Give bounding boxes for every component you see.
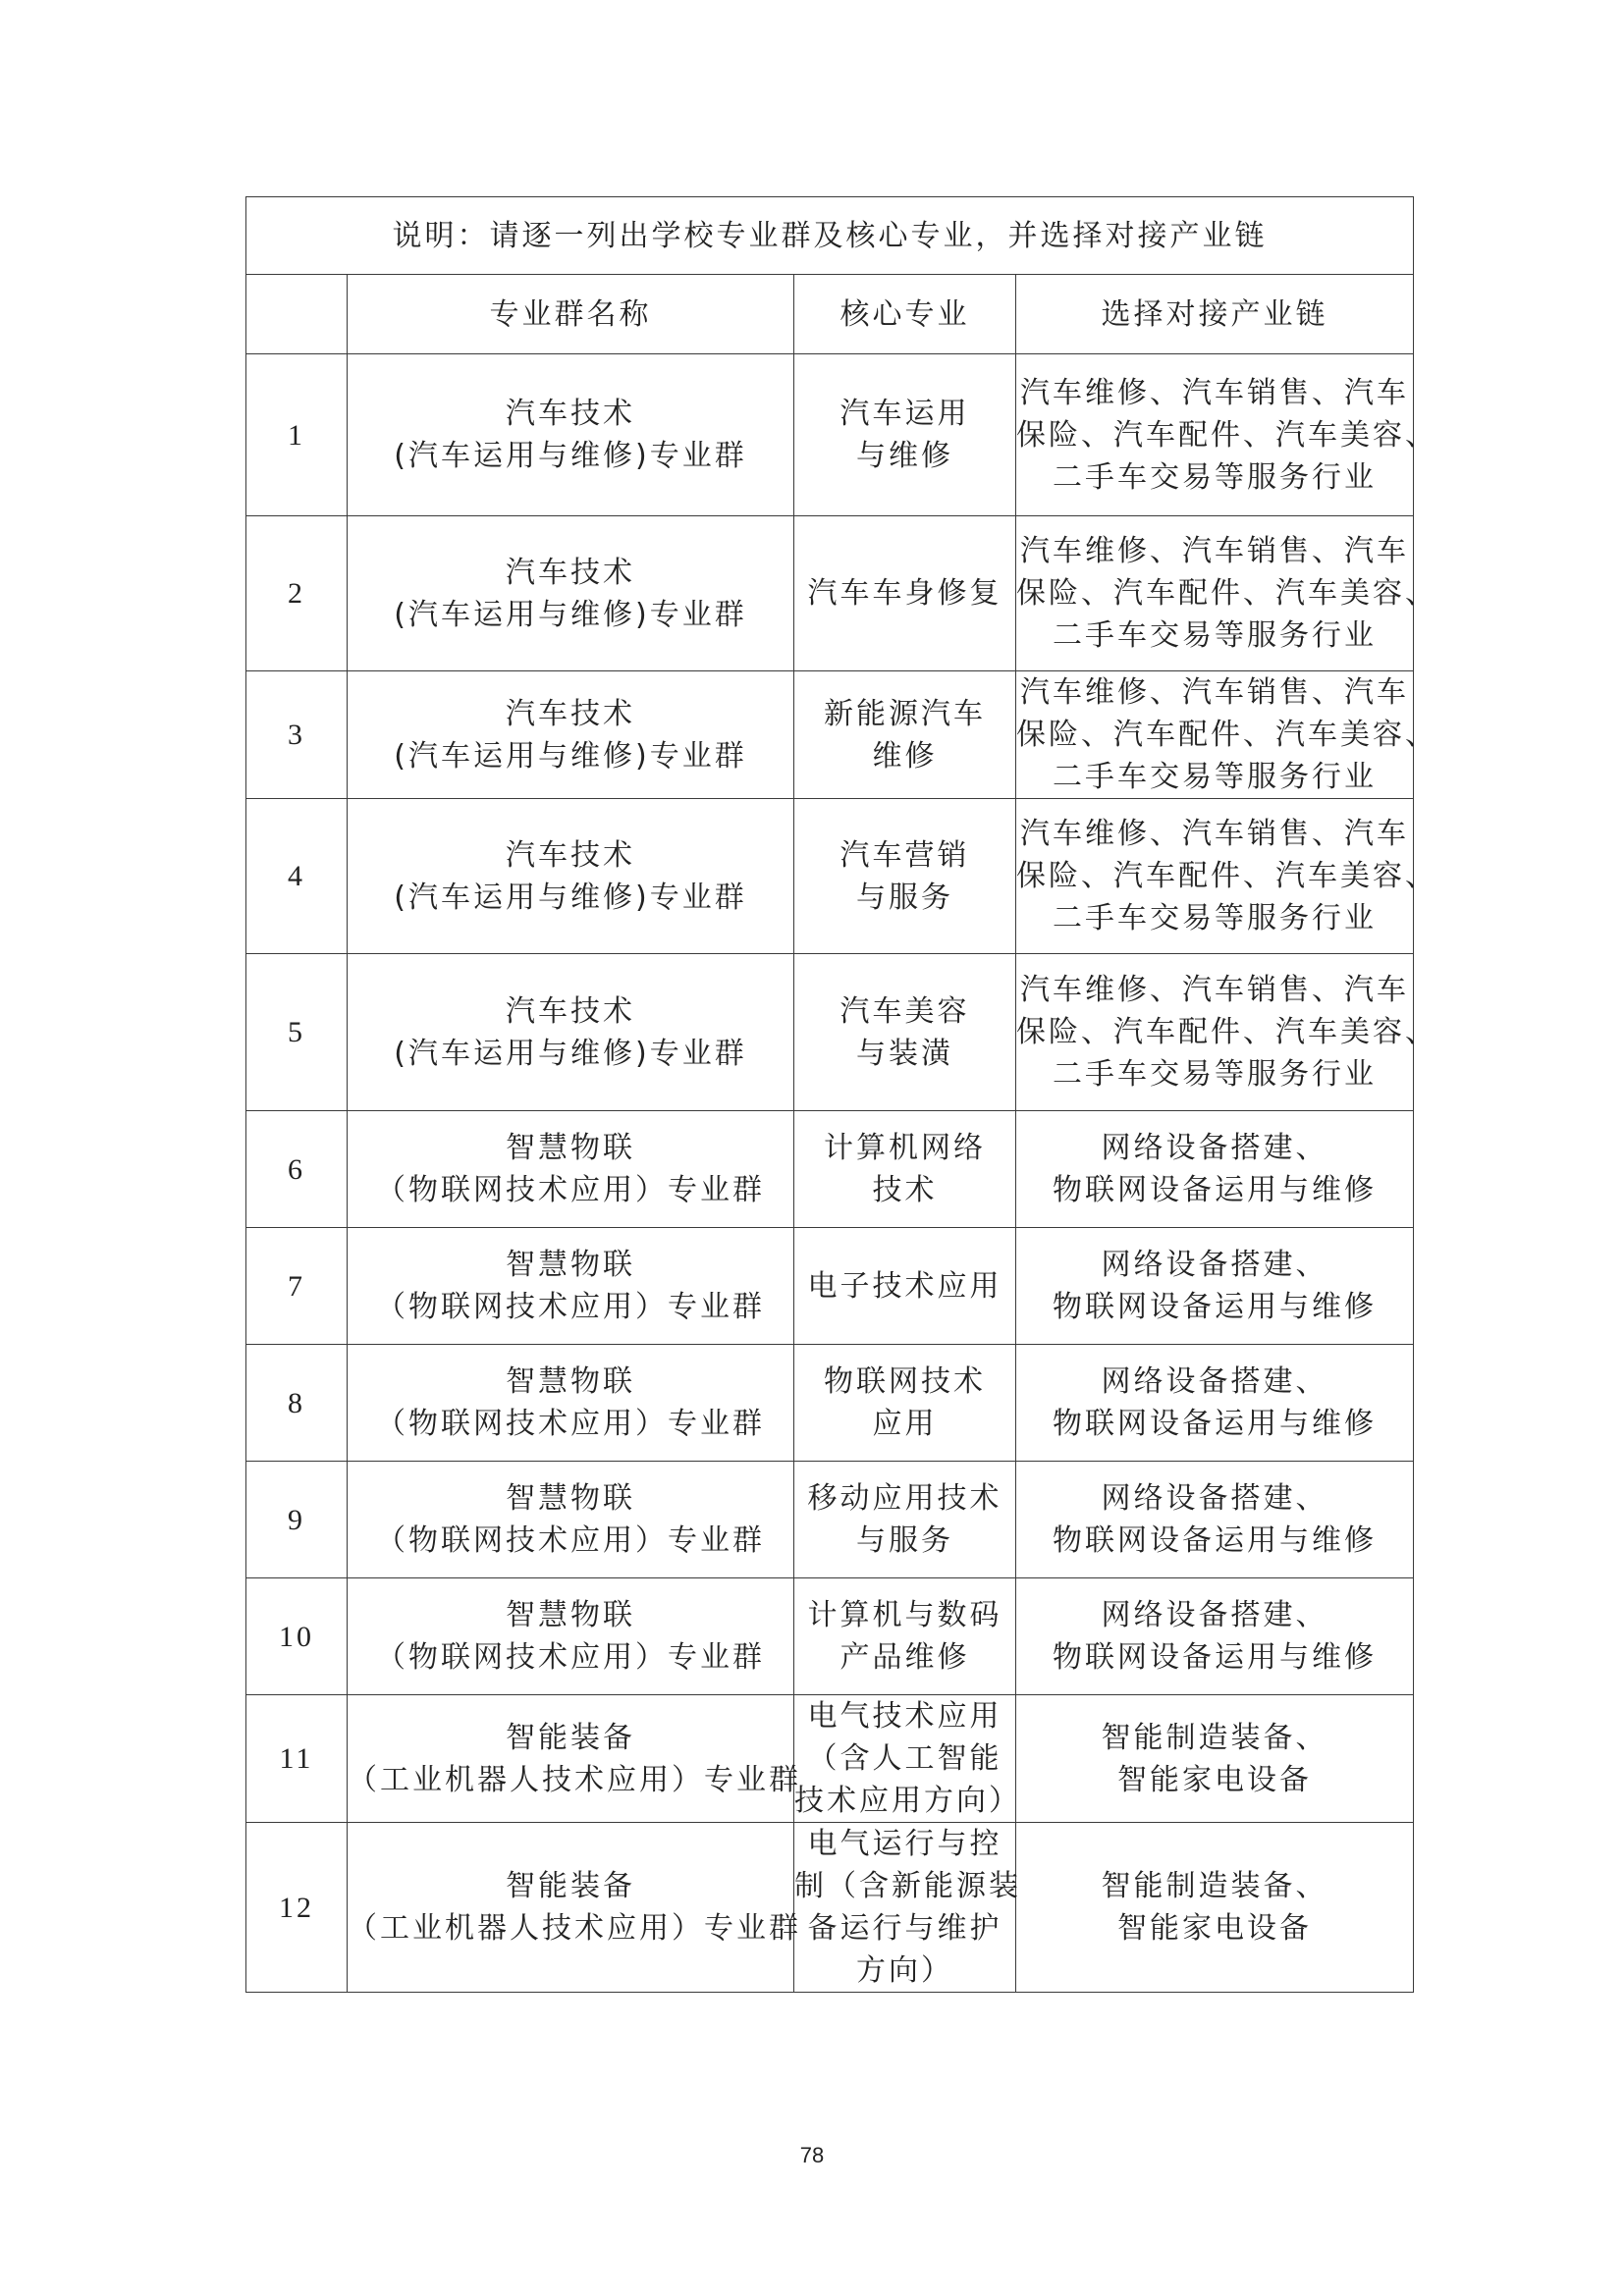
table-row bbox=[246, 671, 1414, 799]
table-row bbox=[246, 1695, 1414, 1823]
header-row bbox=[246, 275, 1414, 354]
industry-chain-line: 保险、汽车配件、汽车美容、 bbox=[1016, 718, 1437, 752]
group-name-line: （工业机器人技术应用）专业群 bbox=[348, 1911, 801, 1946]
industry-chain-cell bbox=[1016, 1462, 1414, 1578]
group-name-line: （物联网技术应用）专业群 bbox=[376, 1523, 765, 1558]
core-major-line: 物联网技术 bbox=[824, 1364, 986, 1399]
core-major-line: 与服务 bbox=[856, 1523, 953, 1558]
core-major-cell bbox=[794, 1111, 1016, 1228]
group-name-line: (汽车运用与维修)专业群 bbox=[394, 880, 747, 915]
group-name-cell bbox=[348, 1462, 794, 1578]
core-major-line: 与装潢 bbox=[856, 1036, 953, 1071]
row-number: 8 bbox=[246, 1345, 348, 1462]
industry-chain-line: 汽车维修、汽车销售、汽车 bbox=[1020, 534, 1409, 568]
group-name-cell bbox=[348, 954, 794, 1111]
industry-chain-line: 智能家电设备 bbox=[1117, 1762, 1312, 1797]
group-name-line: 智能装备 bbox=[506, 1720, 635, 1755]
industry-chain-line: 二手车交易等服务行业 bbox=[1053, 459, 1377, 495]
industry-chain-line: 二手车交易等服务行业 bbox=[1053, 1057, 1377, 1092]
industry-chain-line: 汽车维修、汽车销售、汽车 bbox=[1020, 973, 1409, 1007]
group-name-line: （物联网技术应用）专业群 bbox=[376, 1290, 765, 1324]
industry-chain-line: 物联网设备运用与维修 bbox=[1053, 1640, 1377, 1675]
industry-chain-line: 二手车交易等服务行业 bbox=[1053, 618, 1377, 653]
industry-chain-cell bbox=[1016, 516, 1437, 671]
core-major-cell bbox=[794, 1462, 1016, 1578]
table-row bbox=[246, 954, 1414, 1111]
header-index bbox=[246, 275, 348, 354]
industry-chain-line: 网络设备搭建、 bbox=[1101, 1131, 1328, 1165]
industry-chain-cell bbox=[1016, 1695, 1414, 1823]
row-number: 9 bbox=[246, 1462, 348, 1578]
header-group-name: 专业群名称 bbox=[348, 275, 794, 354]
row-number: 1 bbox=[246, 354, 348, 516]
industry-chain-line: 物联网设备运用与维修 bbox=[1053, 1173, 1377, 1207]
table-row bbox=[246, 1345, 1414, 1462]
core-major-cell bbox=[794, 1228, 1016, 1345]
core-major-line: 汽车运用 bbox=[839, 397, 970, 431]
core-major-cell bbox=[794, 1578, 1016, 1695]
core-major-line: 新能源汽车 bbox=[824, 696, 986, 731]
group-name-line: (汽车运用与维修)专业群 bbox=[394, 439, 747, 473]
core-major-line: 技术 bbox=[872, 1173, 938, 1207]
header-core-major: 核心专业 bbox=[794, 275, 1016, 354]
core-major-cell bbox=[794, 1695, 1021, 1823]
group-name-line: 汽车技术 bbox=[506, 837, 635, 873]
group-name-cell bbox=[348, 1345, 794, 1462]
group-name-cell bbox=[348, 799, 794, 954]
table-row bbox=[246, 516, 1414, 671]
row-number: 6 bbox=[246, 1111, 348, 1228]
core-major-cell bbox=[794, 799, 1016, 954]
group-name-cell bbox=[348, 1695, 801, 1823]
core-major-line: 维修 bbox=[872, 738, 938, 774]
group-name-cell bbox=[348, 671, 794, 799]
industry-chain-line: 智能制造装备、 bbox=[1101, 1720, 1328, 1755]
table-row bbox=[246, 1111, 1414, 1228]
group-name-line: 智能装备 bbox=[506, 1869, 635, 1903]
group-name-line: （物联网技术应用）专业群 bbox=[376, 1173, 765, 1207]
table-row bbox=[246, 1578, 1414, 1695]
group-name-line: 智慧物联 bbox=[506, 1364, 635, 1399]
row-number: 2 bbox=[246, 516, 348, 671]
core-major-cell bbox=[794, 354, 1016, 516]
core-major-line: 方向） bbox=[856, 1953, 953, 1988]
group-name-line: (汽车运用与维修)专业群 bbox=[394, 597, 747, 632]
group-name-line: （工业机器人技术应用）专业群 bbox=[348, 1762, 801, 1797]
row-number: 10 bbox=[246, 1578, 348, 1695]
industry-chain-cell bbox=[1016, 1228, 1414, 1345]
industry-chain-cell bbox=[1016, 1111, 1414, 1228]
industry-chain-cell bbox=[1016, 354, 1437, 516]
core-major-cell bbox=[794, 1345, 1016, 1462]
industry-chain-line: 网络设备搭建、 bbox=[1101, 1364, 1328, 1399]
table-note: 说明：请逐一列出学校专业群及核心专业，并选择对接产业链 bbox=[246, 197, 1414, 275]
table-row bbox=[246, 354, 1414, 516]
group-name-cell bbox=[348, 1578, 794, 1695]
industry-chain-line: 二手车交易等服务行业 bbox=[1053, 901, 1377, 935]
specialty-group-table bbox=[245, 196, 1437, 1993]
core-major-line: 电气技术应用 bbox=[807, 1699, 1002, 1734]
industry-chain-line: 保险、汽车配件、汽车美容、 bbox=[1016, 1015, 1437, 1049]
table-row bbox=[246, 1823, 1414, 1993]
group-name-cell bbox=[348, 354, 794, 516]
group-name-line: 智慧物联 bbox=[506, 1131, 635, 1165]
table-row bbox=[246, 1462, 1414, 1578]
row-number: 7 bbox=[246, 1228, 348, 1345]
industry-chain-cell bbox=[1016, 1823, 1414, 1993]
group-name-line: 智慧物联 bbox=[506, 1481, 635, 1516]
group-name-cell bbox=[348, 516, 794, 671]
industry-chain-line: 汽车维修、汽车销售、汽车 bbox=[1020, 817, 1409, 851]
industry-chain-cell bbox=[1016, 799, 1437, 954]
core-major-line: 计算机网络 bbox=[824, 1131, 986, 1165]
industry-chain-cell bbox=[1016, 671, 1437, 799]
group-name-cell bbox=[348, 1111, 794, 1228]
industry-chain-cell bbox=[1016, 954, 1437, 1111]
page-number: 78 bbox=[799, 2143, 825, 2167]
industry-chain-line: 物联网设备运用与维修 bbox=[1053, 1407, 1377, 1441]
core-major-line: 电子技术应用 bbox=[807, 1268, 1002, 1304]
group-name-line: 汽车技术 bbox=[506, 696, 635, 731]
core-major-line: 电气运行与控 bbox=[807, 1827, 1002, 1861]
industry-chain-line: 汽车维修、汽车销售、汽车 bbox=[1020, 675, 1409, 710]
core-major-line: 备运行与维护 bbox=[807, 1911, 1002, 1946]
industry-chain-line: 汽车维修、汽车销售、汽车 bbox=[1020, 375, 1409, 410]
core-major-line: 与维修 bbox=[856, 439, 953, 473]
group-name-line: 智慧物联 bbox=[506, 1598, 635, 1632]
group-name-line: (汽车运用与维修)专业群 bbox=[394, 738, 747, 774]
core-major-cell bbox=[794, 671, 1016, 799]
industry-chain-line: 保险、汽车配件、汽车美容、 bbox=[1016, 576, 1437, 611]
core-major-line: 产品维修 bbox=[839, 1640, 970, 1675]
core-major-line: 技术应用方向） bbox=[794, 1784, 1021, 1818]
group-name-line: (汽车运用与维修)专业群 bbox=[394, 1036, 747, 1071]
group-name-line: 汽车技术 bbox=[506, 993, 635, 1029]
industry-chain-line: 网络设备搭建、 bbox=[1101, 1248, 1328, 1282]
core-major-line: 与服务 bbox=[856, 880, 953, 915]
core-major-line: 汽车美容 bbox=[839, 993, 970, 1029]
core-major-cell bbox=[794, 516, 1016, 671]
group-name-line: 智慧物联 bbox=[506, 1248, 635, 1282]
industry-chain-line: 保险、汽车配件、汽车美容、 bbox=[1016, 417, 1437, 453]
group-name-line: 汽车技术 bbox=[506, 555, 635, 590]
row-number: 12 bbox=[246, 1823, 348, 1993]
industry-chain-line: 保险、汽车配件、汽车美容、 bbox=[1016, 859, 1437, 893]
group-name-line: 汽车技术 bbox=[506, 397, 635, 431]
industry-chain-line: 智能制造装备、 bbox=[1101, 1869, 1328, 1903]
industry-chain-line: 二手车交易等服务行业 bbox=[1053, 760, 1377, 794]
core-major-line: 汽车营销 bbox=[839, 837, 970, 873]
industry-chain-line: 网络设备搭建、 bbox=[1101, 1481, 1328, 1516]
group-name-line: （物联网技术应用）专业群 bbox=[376, 1640, 765, 1675]
core-major-cell bbox=[794, 1823, 1021, 1993]
core-major-line: 汽车车身修复 bbox=[807, 576, 1002, 611]
core-major-cell bbox=[794, 954, 1016, 1111]
industry-chain-cell bbox=[1016, 1345, 1414, 1462]
industry-chain-line: 网络设备搭建、 bbox=[1101, 1598, 1328, 1632]
row-number: 4 bbox=[246, 799, 348, 954]
group-name-cell bbox=[348, 1228, 794, 1345]
group-name-cell bbox=[348, 1823, 801, 1993]
core-major-line: 应用 bbox=[872, 1407, 938, 1441]
industry-chain-cell bbox=[1016, 1578, 1414, 1695]
core-major-line: 制（含新能源装 bbox=[794, 1869, 1021, 1903]
core-major-line: （含人工智能 bbox=[807, 1741, 1002, 1776]
header-industry-chain: 选择对接产业链 bbox=[1016, 275, 1414, 354]
core-major-line: 移动应用技术 bbox=[807, 1481, 1002, 1516]
industry-chain-line: 物联网设备运用与维修 bbox=[1053, 1290, 1377, 1324]
industry-chain-line: 智能家电设备 bbox=[1117, 1911, 1312, 1946]
industry-chain-line: 物联网设备运用与维修 bbox=[1053, 1523, 1377, 1558]
note-row bbox=[246, 197, 1414, 275]
row-number: 5 bbox=[246, 954, 348, 1111]
group-name-line: （物联网技术应用）专业群 bbox=[376, 1407, 765, 1441]
row-number: 11 bbox=[246, 1695, 348, 1823]
table-row bbox=[246, 1228, 1414, 1345]
row-number: 3 bbox=[246, 671, 348, 799]
table-row bbox=[246, 799, 1414, 954]
core-major-line: 计算机与数码 bbox=[807, 1598, 1002, 1632]
